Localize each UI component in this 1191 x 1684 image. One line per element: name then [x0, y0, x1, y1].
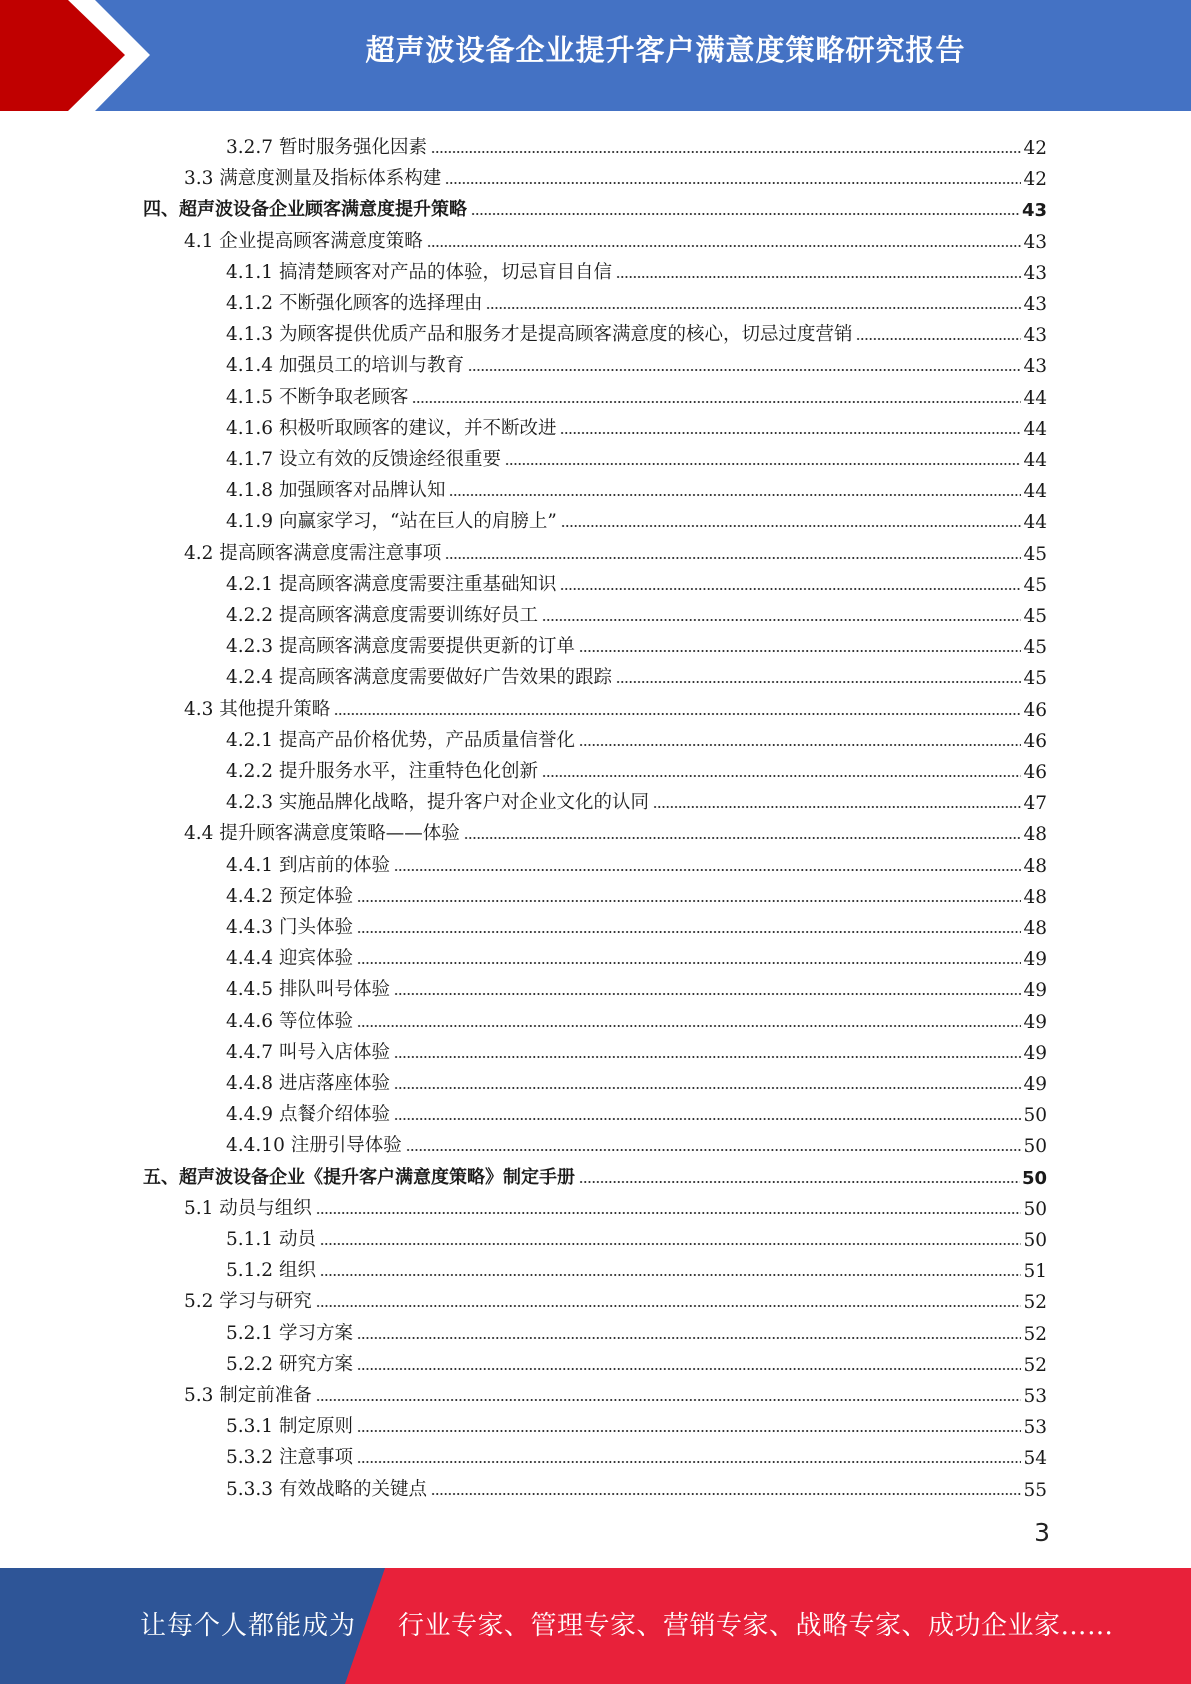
- toc-entry-page: 51: [1023, 1261, 1047, 1283]
- toc-entry[interactable]: [226, 1251, 1047, 1282]
- toc-dot-leader: [616, 681, 1021, 683]
- toc-dot-leader: [856, 338, 1021, 340]
- toc-entry-title: 4.1.2 不断强化顾客的选择理由: [226, 293, 483, 314]
- toc-entry-title: 4.1 企业提高顾客满意度策略: [184, 230, 423, 252]
- toc-entry-page: 53: [1023, 1386, 1047, 1407]
- toc-dot-leader: [394, 1087, 1021, 1089]
- toc-entry[interactable]: [226, 846, 1047, 877]
- toc-dot-leader: [579, 1181, 1020, 1183]
- toc-entry-page: 54: [1023, 1448, 1047, 1470]
- report-title: 超声波设备企业提升客户满意度策略研究报告: [365, 33, 966, 67]
- toc-entry[interactable]: [226, 908, 1047, 939]
- toc-entry[interactable]: [226, 284, 1047, 315]
- toc-dot-leader: [357, 1461, 1022, 1463]
- toc-dot-leader: [653, 806, 1021, 808]
- toc-dot-leader: [431, 1493, 1021, 1495]
- toc-entry-page: 46: [1023, 730, 1047, 752]
- toc-entry-page: 45: [1023, 543, 1047, 565]
- toc-entry-page: 43: [1023, 325, 1047, 347]
- toc-entry-title: 5.2 学习与研究: [184, 1291, 312, 1313]
- toc-entry-page: 50: [1023, 1105, 1047, 1127]
- toc-entry[interactable]: [226, 1095, 1047, 1126]
- toc-dot-leader: [320, 1274, 1022, 1276]
- toc-entry[interactable]: [226, 752, 1047, 783]
- toc-entry[interactable]: [226, 627, 1047, 658]
- toc-dot-leader: [486, 307, 1021, 309]
- toc-dot-leader: [616, 276, 1021, 278]
- toc-entry-page: 49: [1023, 1042, 1047, 1064]
- toc-entry-page: 53: [1023, 1417, 1047, 1439]
- toc-entry[interactable]: [226, 565, 1047, 596]
- toc-entry-title: 4.1.3 为顾客提供优质产品和服务才是提高顾客满意度的核心，切忌过度营销: [226, 324, 853, 346]
- toc-entry-title: 4.4.2 预定体验: [226, 885, 353, 907]
- toc-dot-leader: [320, 1243, 1022, 1245]
- toc-entry-title: 4.1.4 加强员工的培训与教育: [226, 355, 464, 377]
- toc-entry[interactable]: [226, 502, 1047, 533]
- toc-entry-title: 5.1 动员与组织: [184, 1197, 312, 1219]
- toc-entry-title: 4.4.8 进店落座体验: [226, 1073, 390, 1094]
- toc-entry-title: 4.2.1 提高顾客满意度需要注重基础知识: [226, 573, 557, 595]
- toc-entry-title: 5.1.2 组织: [226, 1260, 316, 1282]
- toc-entry-page: 42: [1023, 169, 1047, 191]
- toc-entry[interactable]: [184, 222, 1047, 253]
- toc-dot-leader: [357, 1430, 1022, 1432]
- toc-entry[interactable]: [226, 409, 1047, 440]
- toc-entry-page: 49: [1023, 1011, 1047, 1033]
- toc-entry-page: 52: [1023, 1292, 1047, 1314]
- toc-entry-title: 4.1.6 积极听取顾客的建议，并不断改进: [226, 417, 557, 439]
- toc-dot-leader: [579, 744, 1021, 746]
- toc-entry-title: 4.1.7 设立有效的反馈途经很重要: [226, 449, 501, 470]
- toc-entry[interactable]: [226, 721, 1047, 752]
- footer-slogan-right: 行业专家、管理专家、营销专家、战略专家、成功企业家……: [398, 1611, 1114, 1641]
- toc-entry-page: 50: [1021, 1167, 1047, 1189]
- toc-dot-leader: [560, 432, 1021, 434]
- toc-entry-title: 4.4.10 注册引导体验: [226, 1135, 402, 1157]
- toc-entry-title: 4.1.8 加强顾客对品牌认知: [226, 480, 446, 502]
- toc-entry-page: 44: [1023, 450, 1047, 471]
- toc-entry-title: 4.2.1 提高产品价格优势，产品质量信誉化: [226, 729, 575, 751]
- footer-slogan-left: 让每个人都能成为: [140, 1611, 357, 1641]
- toc-entry-title: 3.2.7 暂时服务强化因素: [226, 137, 427, 158]
- toc-entry[interactable]: [226, 315, 1047, 346]
- toc-entry[interactable]: [226, 658, 1047, 689]
- toc-entry-page: 45: [1023, 668, 1047, 690]
- toc-entry[interactable]: [226, 440, 1047, 471]
- toc-entry-page: 44: [1023, 481, 1047, 503]
- toc-entry-page: 45: [1023, 574, 1047, 596]
- toc-entry-page: 48: [1023, 886, 1047, 908]
- toc-entry-title: 4.2.2 提升服务水平，注重特色化创新: [226, 761, 538, 782]
- toc-entry[interactable]: [184, 690, 1047, 721]
- toc-entry[interactable]: [184, 1282, 1047, 1313]
- toc-dot-leader: [449, 494, 1021, 496]
- toc-entry-page: 43: [1023, 356, 1047, 378]
- toc-entry[interactable]: [226, 596, 1047, 627]
- toc-entry[interactable]: [226, 1470, 1047, 1501]
- toc-entry-title: 四、超声波设备企业顾客满意度提升策略: [143, 199, 467, 221]
- toc-entry-title: 5.1.1 动员: [226, 1229, 316, 1250]
- toc-entry-title: 4.4.4 迎宾体验: [226, 948, 353, 970]
- toc-entry-page: 49: [1023, 1074, 1047, 1095]
- toc-dot-leader: [316, 1212, 1022, 1214]
- toc-dot-leader: [357, 931, 1022, 933]
- toc-entry-page: 45: [1023, 606, 1047, 627]
- toc-dot-leader: [431, 151, 1021, 153]
- toc-entry[interactable]: [226, 1438, 1047, 1469]
- toc-entry[interactable]: [226, 1314, 1047, 1345]
- toc-dot-leader: [394, 869, 1021, 871]
- page-number: 3: [1034, 1518, 1050, 1547]
- toc-entry[interactable]: [226, 253, 1047, 284]
- toc-dot-leader: [316, 1305, 1022, 1307]
- toc-dot-leader: [427, 245, 1022, 247]
- toc-entry[interactable]: [184, 814, 1047, 845]
- toc-entry[interactable]: [226, 1345, 1047, 1376]
- toc-dot-leader: [357, 962, 1022, 964]
- toc-dot-leader: [406, 1149, 1022, 1151]
- toc-entry-title: 4.4.6 等位体验: [226, 1010, 353, 1032]
- toc-entry-page: 45: [1023, 637, 1047, 659]
- toc-dot-leader: [464, 837, 1022, 839]
- toc-dot-leader: [394, 993, 1021, 995]
- toc-dot-leader: [445, 182, 1021, 184]
- toc-entry[interactable]: [226, 1220, 1047, 1251]
- toc-entry[interactable]: [143, 1158, 1047, 1189]
- toc-entry[interactable]: [226, 1407, 1047, 1438]
- toc-dot-leader: [579, 650, 1021, 652]
- toc-entry[interactable]: [226, 471, 1047, 502]
- toc-dot-leader: [334, 713, 1021, 715]
- toc-entry[interactable]: [184, 1189, 1047, 1220]
- toc-entry[interactable]: [226, 1033, 1047, 1064]
- toc-entry-page: 55: [1023, 1479, 1047, 1501]
- toc-entry-title: 4.4.7 叫号入店体验: [226, 1041, 390, 1063]
- toc-entry-page: 42: [1023, 138, 1047, 159]
- toc-dot-leader: [357, 1368, 1022, 1370]
- toc-entry-page: 47: [1023, 793, 1047, 815]
- toc-entry-page: 46: [1023, 699, 1047, 721]
- toc-entry-title: 4.1.5 不断争取老顾客: [226, 386, 409, 408]
- toc-dot-leader: [357, 1025, 1022, 1027]
- toc-entry-title: 4.2.3 实施品牌化战略，提升客户对企业文化的认同: [226, 792, 649, 814]
- toc-entry[interactable]: [226, 128, 1047, 159]
- toc-entry-page: 43: [1023, 231, 1047, 253]
- toc-entry-page: 43: [1023, 262, 1047, 284]
- toc-entry-page: 43: [1021, 200, 1047, 222]
- toc-entry-page: 44: [1023, 418, 1047, 440]
- toc-dot-leader: [542, 775, 1021, 777]
- toc-entry[interactable]: [226, 939, 1047, 970]
- toc-entry-title: 5.3 制定前准备: [184, 1385, 312, 1406]
- toc-entry-title: 4.4.5 排队叫号体验: [226, 979, 390, 1001]
- toc-entry-title: 3.3 满意度测量及指标体系构建: [184, 168, 442, 190]
- toc-entry-page: 49: [1023, 949, 1047, 971]
- toc-entry-page: 50: [1023, 1230, 1047, 1251]
- toc-entry-title: 4.2.3 提高顾客满意度需要提供更新的订单: [226, 636, 575, 658]
- toc-entry-title: 4.4.9 点餐介绍体验: [226, 1104, 390, 1126]
- toc-entry-page: 48: [1023, 918, 1047, 939]
- toc-entry-page: 49: [1023, 980, 1047, 1002]
- toc-entry-page: 44: [1023, 512, 1047, 534]
- toc-entry-title: 4.4 提升顾客满意度策略——体验: [184, 823, 460, 845]
- toc-entry-title: 4.2.2 提高顾客满意度需要训练好员工: [226, 605, 538, 626]
- toc-entry[interactable]: [226, 1002, 1047, 1033]
- toc-entry[interactable]: [226, 783, 1047, 814]
- toc-entry-title: 5.3.2 注意事项: [226, 1447, 353, 1469]
- toc-entry-page: 50: [1023, 1198, 1047, 1220]
- toc-entry[interactable]: [226, 1126, 1047, 1157]
- toc-entry[interactable]: [184, 159, 1047, 190]
- toc-dot-leader: [445, 557, 1021, 559]
- toc-dot-leader: [357, 1337, 1022, 1339]
- toc-entry-page: 52: [1023, 1354, 1047, 1376]
- toc-entry-title: 4.4.1 到店前的体验: [226, 854, 390, 876]
- toc-entry-title: 4.1.9 向赢家学习，“站在巨人的肩膀上”: [226, 511, 557, 533]
- toc-entry-title: 4.3 其他提升策略: [184, 698, 331, 720]
- toc-dot-leader: [542, 619, 1021, 621]
- toc-dot-leader: [561, 525, 1022, 527]
- toc-entry-page: 52: [1023, 1323, 1047, 1345]
- toc-dot-leader: [394, 1118, 1021, 1120]
- toc-entry-page: 44: [1023, 387, 1047, 409]
- toc-entry-title: 4.2 提高顾客满意度需注意事项: [184, 542, 442, 564]
- toc-entry[interactable]: [184, 534, 1047, 565]
- toc-entry-page: 46: [1023, 762, 1047, 783]
- toc-entry-page: 48: [1023, 824, 1047, 846]
- toc-entry[interactable]: [143, 190, 1047, 221]
- toc-dot-leader: [316, 1399, 1022, 1401]
- toc-entry[interactable]: [184, 1376, 1047, 1407]
- toc-dot-leader: [357, 900, 1022, 902]
- toc-entry-page: 48: [1023, 855, 1047, 877]
- toc-entry-title: 5.2.2 研究方案: [226, 1353, 353, 1375]
- toc-entry-title: 4.2.4 提高顾客满意度需要做好广告效果的跟踪: [226, 667, 612, 689]
- toc-dot-leader: [394, 1056, 1021, 1058]
- toc-entry-title: 五、超声波设备企业《提升客户满意度策略》制定手册: [143, 1166, 575, 1188]
- toc-entry[interactable]: [226, 1064, 1047, 1095]
- toc-dot-leader: [412, 401, 1021, 403]
- toc-entry-title: 4.4.3 门头体验: [226, 917, 353, 938]
- page-header: [0, 0, 1191, 111]
- toc-entry[interactable]: [226, 970, 1047, 1001]
- toc-entry-title: 5.3.3 有效战略的关键点: [226, 1478, 427, 1500]
- toc-dot-leader: [468, 369, 1021, 371]
- toc-dot-leader: [560, 588, 1021, 590]
- toc-entry[interactable]: [226, 346, 1047, 377]
- toc-dot-leader: [505, 463, 1021, 465]
- page-footer: [0, 1568, 1191, 1684]
- toc-entry-title: 5.2.1 学习方案: [226, 1322, 353, 1344]
- toc-dot-leader: [471, 213, 1020, 215]
- toc-entry[interactable]: [226, 378, 1047, 409]
- toc-entry-title: 4.1.1 搞清楚顾客对产品的体验，切忌盲目自信: [226, 261, 612, 283]
- toc-entry-title: 5.3.1 制定原则: [226, 1416, 353, 1438]
- toc-entry[interactable]: [226, 877, 1047, 908]
- toc-entry-page: 50: [1023, 1136, 1047, 1158]
- toc-entry-page: 43: [1023, 294, 1047, 315]
